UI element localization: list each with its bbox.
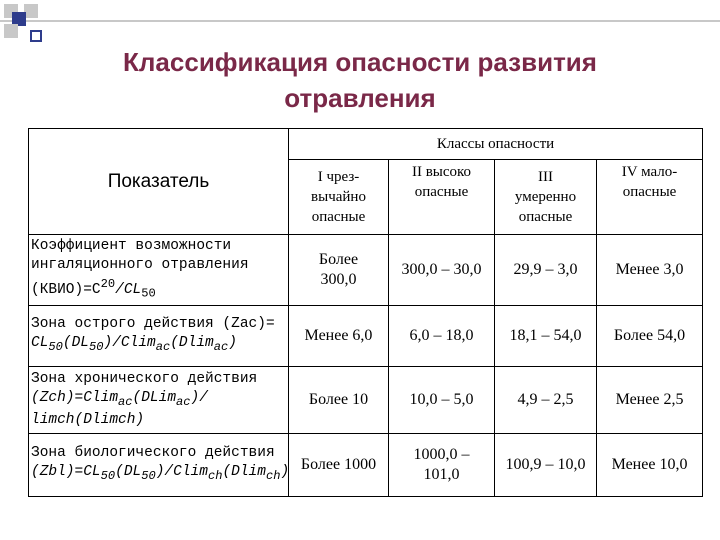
value-cell: Более 1000 (289, 434, 389, 497)
deco-square (30, 30, 42, 42)
table-row (29, 306, 703, 367)
value-cell: 300,0 – 30,0 (389, 235, 495, 306)
value-cell: Более 54,0 (597, 306, 703, 367)
value-cell: 6,0 – 18,0 (389, 306, 495, 367)
top-divider (0, 20, 720, 22)
value-cell: Менее 3,0 (597, 235, 703, 306)
value-cell: 29,9 – 3,0 (495, 235, 597, 306)
table-row (29, 367, 703, 434)
deco-square (4, 24, 18, 38)
value-cell: Менее 6,0 (289, 306, 389, 367)
deco-square (24, 4, 38, 18)
value-cell: 10,0 – 5,0 (389, 367, 495, 434)
table-header-row (29, 129, 703, 160)
value-cell: Более 300,0 (289, 235, 389, 306)
title-line-1: Классификация опасности развития (123, 47, 597, 77)
hazard-classification-table (28, 128, 703, 497)
table-row (29, 434, 703, 497)
value-cell: Менее 10,0 (597, 434, 703, 497)
value-cell: Более 10 (289, 367, 389, 434)
row-label: Зона биологического действия $(Zbl)=CL_{50}(DL_{50})/Clim_{ch}(Dlim_{ch})$ (29, 434, 289, 497)
title-line-2: отравления (284, 83, 436, 113)
table-row (29, 235, 703, 306)
row-label: Зона хронического действия (Zch)=Clim$_{ac}$(DLim$_{ac}$)/ limch(Dlimch) (29, 367, 289, 434)
classes-header: Классы опасности (289, 129, 703, 160)
row-label: Коэффициент возможности ингаляционного отравления $(КВИО)=С^{20}/CL_{50}$ (29, 235, 289, 306)
class-header-3: III умеренно опасные (495, 160, 597, 235)
class-header-2: II высоко опасные (389, 160, 495, 235)
value-cell: 100,9 – 10,0 (495, 434, 597, 497)
value-cell: Менее 2,5 (597, 367, 703, 434)
value-cell: 18,1 – 54,0 (495, 306, 597, 367)
class-header-1: I чрез- вычайно опасные (289, 160, 389, 235)
value-cell: 1000,0 – 101,0 (389, 434, 495, 497)
page-title (0, 44, 720, 116)
indicator-header: Показатель (29, 129, 289, 235)
row-label: Зона острого действия (Zac)= $CL_{50}(DL_{50})/Clim_{ac}(Dlim_{ac})$ (29, 306, 289, 367)
class-header-4: IV мало- опасные (597, 160, 703, 235)
value-cell: 4,9 – 2,5 (495, 367, 597, 434)
